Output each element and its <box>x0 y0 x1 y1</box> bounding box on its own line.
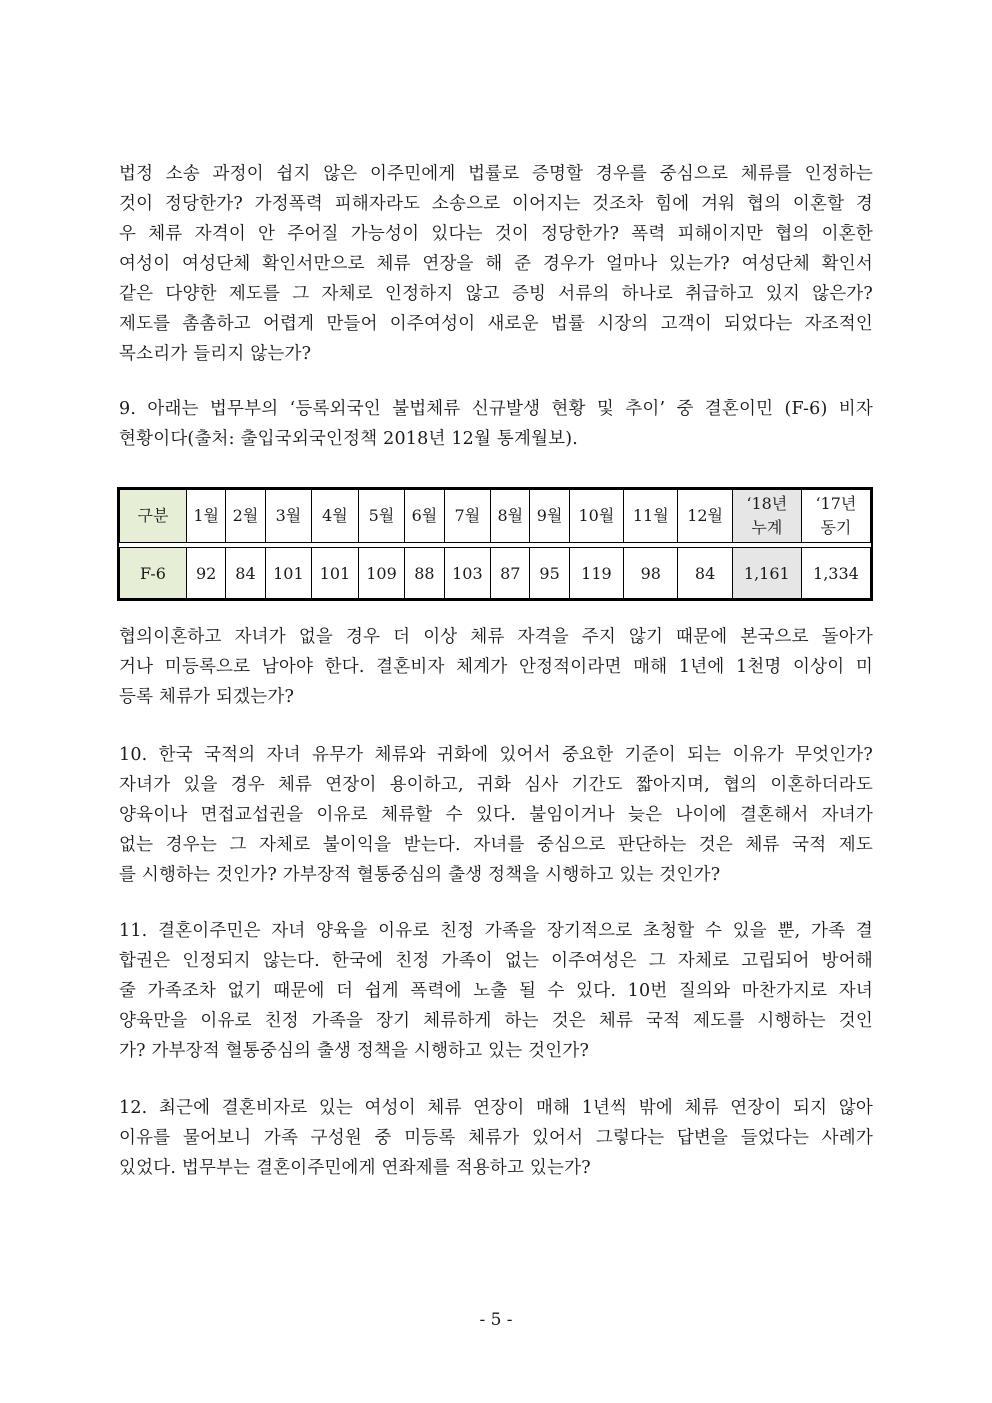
month-header-cell: 7월 <box>444 490 491 543</box>
text-line: 9. 아래는 법무부의 ‘등록외국인 불법체류 신규발생 현황 및 추이’ 중 결혼이민 (F-6) 비자 <box>119 399 873 419</box>
paragraph-legal-process <box>119 159 873 369</box>
sum-value-cell: 1,161 <box>732 548 801 599</box>
value-cell: 119 <box>569 548 623 599</box>
month-header-cell: 9월 <box>530 490 569 543</box>
text-line: 우 체류 자격이 안 주어질 가능성이 있다는 것이 정당한가? 폭력 피해이지만 협의 이혼한 <box>119 224 873 244</box>
text-line: 가? 가부장적 혈통중심의 출생 정책을 시행하고 있는 것인가? <box>119 1041 590 1061</box>
text-line: 것이 정당한가? 가정폭력 피해자라도 소송으로 이어지는 것조차 힘에 겨워 협의 이혼할 경 <box>119 194 873 214</box>
text-line: 10. 한국 국적의 자녀 유무가 체류와 귀화에 있어서 중요한 기준이 되는 이유가 무엇인가? <box>119 745 873 765</box>
prev-year-value-cell: 1,334 <box>801 548 870 599</box>
f6-visa-statistics-table <box>119 489 871 599</box>
text-line: 거나 미등록으로 남아야 한다. 결혼비자 체계가 안정적이라면 매해 1년에 1천명 이상이 미 <box>119 657 873 677</box>
text-line: 같은 다양한 제도를 그 자체로 인정하지 않고 증빙 서류의 하나로 취급하고 있지 않은가? <box>119 284 873 304</box>
sum-header-bottom: 누계 <box>751 518 783 537</box>
month-header-cell: 3월 <box>265 490 312 543</box>
row-label-cell: F-6 <box>120 548 187 599</box>
text-line: 합권은 인정되지 않는다. 한국에 친정 가족이 없는 이주여성은 그 자체로 고립되어 방어해 <box>119 951 873 971</box>
paragraph-question-12 <box>119 1093 873 1183</box>
sum-header-cell <box>732 490 801 543</box>
month-header-cell: 2월 <box>226 490 265 543</box>
value-cell: 101 <box>265 548 312 599</box>
text-line: 없는 경우는 그 자체로 불이익을 받는다. 자녀를 중심으로 판단하는 것은 체류 국적 제도 <box>119 835 873 855</box>
text-line: 협의이혼하고 자녀가 없을 경우 더 이상 체류 자격을 주지 않기 때문에 본국으로 돌아가 <box>119 627 873 647</box>
value-cell: 101 <box>312 548 359 599</box>
prev-header-top: ‘17년 <box>815 494 857 513</box>
month-header-cell: 11월 <box>624 490 678 543</box>
value-cell: 98 <box>624 548 678 599</box>
table-row <box>120 548 871 599</box>
value-cell: 87 <box>491 548 530 599</box>
value-cell: 84 <box>226 548 265 599</box>
month-header-cell: 1월 <box>187 490 226 543</box>
text-line: 현황이다(출처: 출입국외국인정책 2018년 12월 통계월보). <box>119 429 579 449</box>
text-line: 줄 가족조차 없기 때문에 더 쉽게 폭력에 노출 될 수 있다. 10번 질의와 마찬가지로 자녀 <box>119 981 873 1001</box>
text-line: 법정 소송 과정이 쉽지 않은 이주민에게 법률로 증명할 경우를 중심으로 체류를 인정하는 <box>119 164 873 184</box>
value-cell: 84 <box>678 548 732 599</box>
value-cell: 95 <box>530 548 569 599</box>
text-line: 를 시행하는 것인가? 가부장적 혈통중심의 출생 정책을 시행하고 있는 것인가? <box>119 865 721 885</box>
text-line: 이유를 물어보니 가족 구성원 중 미등록 체류가 있어서 그렇다는 답변을 들었다는 사례가 <box>119 1128 873 1148</box>
text-line: 목소리가 들리지 않는가? <box>119 344 312 364</box>
paragraph-question-11 <box>119 916 873 1066</box>
text-line: 자녀가 있을 경우 체류 연장이 용이하고, 귀화 심사 기간도 짧아지며, 협의 이혼하더라도 <box>119 775 873 795</box>
text-line: 양육이나 면접교섭권을 이유로 체류할 수 있다. 불임이거나 늦은 나이에 결혼해서 자녀가 <box>119 805 873 825</box>
month-header-cell: 5월 <box>358 490 405 543</box>
table-header-row <box>120 490 871 543</box>
value-cell: 109 <box>358 548 405 599</box>
text-line: 12. 최근에 결혼비자로 있는 여성이 체류 연장이 매해 1년씩 밖에 체류 연장이 되지 않아 <box>119 1098 873 1118</box>
month-header-cell: 12월 <box>678 490 732 543</box>
prev-header-bottom: 동기 <box>820 518 852 537</box>
value-cell: 92 <box>187 548 226 599</box>
text-line: 양육만을 이유로 친정 가족을 장기 체류하게 하는 것은 체류 국적 제도를 시행하는 것인 <box>119 1011 873 1031</box>
value-cell: 88 <box>405 548 444 599</box>
paragraph-divorce-status <box>119 622 873 712</box>
text-line: 있었다. 법무부는 결혼이주민에게 연좌제를 적용하고 있는가? <box>119 1158 591 1178</box>
header-label-cell: 구분 <box>120 490 187 543</box>
paragraph-question-10 <box>119 740 873 890</box>
sum-header-top: ‘18년 <box>746 494 788 513</box>
prev-year-header-cell <box>801 490 870 543</box>
month-header-cell: 4월 <box>312 490 359 543</box>
month-header-cell: 6월 <box>405 490 444 543</box>
value-cell: 103 <box>444 548 491 599</box>
page-number: - 5 - <box>479 1310 513 1330</box>
text-line: 여성이 여성단체 확인서만으로 체류 연장을 해 준 경우가 얼마나 있는가? 여성단체 확인서 <box>119 254 873 274</box>
text-line: 제도를 촘촘하고 어렵게 만들어 이주여성이 새로운 법률 시장의 고객이 되었다는 자조적인 <box>119 314 873 334</box>
paragraph-question-9 <box>119 394 873 454</box>
text-line: 11. 결혼이주민은 자녀 양육을 이유로 친정 가족을 장기적으로 초청할 수 있을 뿐, 가족 결 <box>119 921 873 941</box>
text-line: 등록 체류가 되겠는가? <box>119 687 295 707</box>
month-header-cell: 10월 <box>569 490 623 543</box>
month-header-cell: 8월 <box>491 490 530 543</box>
